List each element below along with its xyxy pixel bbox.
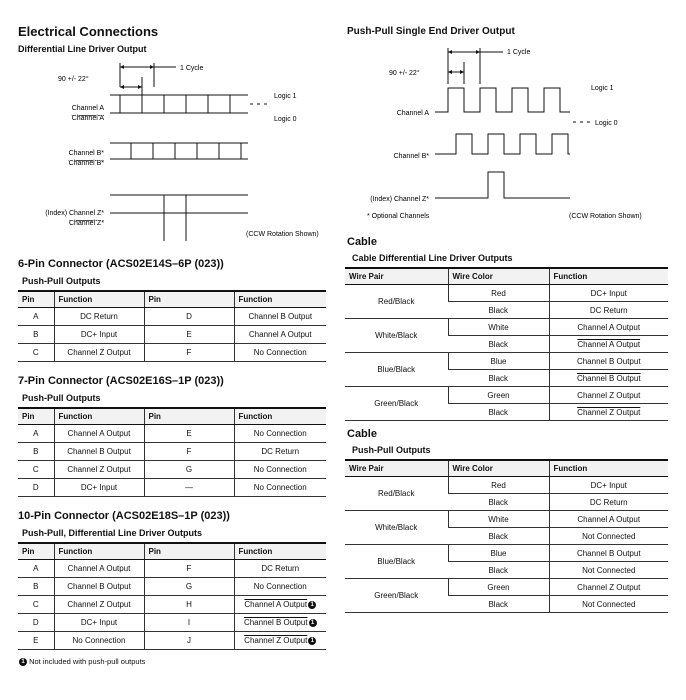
col-header: Function: [234, 408, 326, 425]
pin-cell: B: [18, 578, 54, 596]
table-row: [18, 596, 326, 614]
pin-cell: D: [18, 614, 54, 632]
wire-color-cell: Black: [448, 528, 549, 545]
col-header: Wire Pair: [345, 460, 448, 477]
function-cell: Not Connected: [549, 528, 668, 545]
channel-a-label: Channel A: [71, 105, 104, 112]
cycle-label: 1 Cycle: [507, 49, 531, 56]
table-row: [345, 387, 668, 404]
function-cell: Channel Z Output: [549, 579, 668, 596]
phase-label: 90 +/- 22°: [58, 76, 89, 83]
pin-cell: E: [144, 326, 234, 344]
channel-z-bar-label: Channel Z*: [68, 220, 104, 227]
wire-pair-cell: Green/Black: [345, 579, 448, 613]
function-cell: DC+ Input: [54, 326, 144, 344]
function-cell: DC+ Input: [549, 285, 668, 302]
wire-color-cell: Black: [448, 494, 549, 511]
col-header: Function: [54, 408, 144, 425]
wire-color-cell: Blue: [448, 545, 549, 562]
wire-color-cell: Red: [448, 477, 549, 494]
diff-driver-title: Differential Line Driver Output: [18, 44, 147, 54]
pin-cell: A: [18, 560, 54, 578]
function-cell: No Connection: [234, 461, 326, 479]
pin-cell: C: [18, 461, 54, 479]
channel-a-bar-label: Channel A: [71, 115, 104, 122]
pin-cell: C: [18, 344, 54, 362]
pin-cell: G: [144, 461, 234, 479]
function-cell-noted: [234, 614, 326, 632]
pin-cell: D: [18, 479, 54, 497]
push-pull-waveform-diagram: [345, 38, 670, 223]
logic1-label: Logic 1: [591, 85, 614, 92]
wire-pair-cell: Blue/Black: [345, 545, 448, 579]
function-cell: Channel B Output: [549, 353, 668, 370]
pin-cell: —: [144, 479, 234, 497]
wire-pair-cell: White/Black: [345, 319, 448, 353]
col-header: Function: [234, 291, 326, 308]
wire-color-cell: Black: [448, 302, 549, 319]
function-cell: DC Return: [549, 302, 668, 319]
wire-pair-cell: Green/Black: [345, 387, 448, 421]
wire-color-cell: Black: [448, 404, 549, 421]
table-row: [18, 578, 326, 596]
cable-title: Cable: [347, 236, 377, 248]
col-header: Function: [54, 543, 144, 560]
ten-pin-table: [18, 542, 326, 650]
ten-pin-subtitle: Push-Pull, Differential Line Driver Outputs: [22, 528, 203, 538]
pin-cell: I: [144, 614, 234, 632]
table-header-row: [18, 543, 326, 560]
ten-pin-title: 10-Pin Connector (ACS02E18S–1P (023)): [18, 510, 230, 522]
function-cell: Channel B Output: [54, 443, 144, 461]
six-pin-table: [18, 290, 326, 362]
function-cell-bar: [549, 404, 668, 421]
rotation-label: (CCW Rotation Shown): [569, 213, 642, 220]
function-cell: DC Return: [234, 560, 326, 578]
wire-color-cell: Blue: [448, 353, 549, 370]
pin-cell: G: [144, 578, 234, 596]
note-marker-icon: 1: [308, 601, 316, 609]
function-cell: No Connection: [234, 425, 326, 443]
wire-pair-cell: Red/Black: [345, 477, 448, 511]
function-cell: DC Return: [54, 308, 144, 326]
footnote: [18, 657, 145, 666]
table-row: [18, 443, 326, 461]
pin-cell: F: [144, 560, 234, 578]
col-header: Pin: [18, 543, 54, 560]
table-row: [18, 632, 326, 650]
function-text: Channel Z Output: [577, 407, 641, 417]
pin-cell: B: [18, 443, 54, 461]
pin-cell: B: [18, 326, 54, 344]
function-cell: DC+ Input: [54, 479, 144, 497]
table-header-row: [18, 408, 326, 425]
optional-channels-label: * Optional Channels: [367, 213, 430, 220]
function-text: Channel B Output: [243, 618, 308, 627]
function-cell: Not Connected: [549, 562, 668, 579]
pin-cell: E: [144, 425, 234, 443]
function-text: Channel A Output: [577, 339, 641, 349]
function-cell: No Connection: [234, 578, 326, 596]
function-cell: DC+ Input: [549, 477, 668, 494]
function-cell: DC Return: [234, 443, 326, 461]
channel-b-label: Channel B*: [393, 153, 429, 160]
wire-color-cell: Green: [448, 579, 549, 596]
col-header: Pin: [18, 408, 54, 425]
table-header-row: [345, 268, 668, 285]
function-cell-bar: [549, 370, 668, 387]
channel-a-label: Channel A: [396, 110, 429, 117]
wire-color-cell: Black: [448, 336, 549, 353]
function-cell: DC+ Input: [54, 614, 144, 632]
function-cell: No Connection: [234, 344, 326, 362]
cable-push-pull-table: [345, 459, 668, 613]
logic0-label: Logic 0: [274, 116, 297, 123]
channel-b-label: Channel B*: [68, 150, 104, 157]
wire-color-cell: Green: [448, 387, 549, 404]
pin-cell: D: [144, 308, 234, 326]
pin-cell: F: [144, 443, 234, 461]
table-row: [18, 308, 326, 326]
cable-diff-table: [345, 267, 668, 421]
function-cell-noted: [234, 632, 326, 650]
col-header: Wire Color: [448, 460, 549, 477]
function-cell: Channel Z Output: [54, 344, 144, 362]
table-row: [18, 461, 326, 479]
table-row: [345, 579, 668, 596]
rotation-label: (CCW Rotation Shown): [246, 231, 319, 238]
seven-pin-table: [18, 407, 326, 497]
wire-color-cell: White: [448, 511, 549, 528]
function-text: Channel A Output: [244, 600, 308, 609]
table-row: [18, 479, 326, 497]
channel-b-bar-label: Channel B*: [68, 160, 104, 167]
logic0-label: Logic 0: [595, 120, 618, 127]
diff-waveform-diagram: [18, 55, 338, 250]
push-pull-title: Push-Pull Single End Driver Output: [347, 26, 515, 37]
channel-z-label: (Index) Channel Z*: [45, 210, 104, 217]
seven-pin-subtitle: Push-Pull Outputs: [22, 393, 101, 403]
phase-label: 90 +/- 22°: [389, 70, 420, 77]
wire-pair-cell: White/Black: [345, 511, 448, 545]
table-row: [345, 285, 668, 302]
pin-cell: C: [18, 596, 54, 614]
function-cell-noted: [234, 596, 326, 614]
note-marker-icon: 1: [19, 658, 27, 666]
function-cell: No Connection: [234, 479, 326, 497]
table-row: [345, 319, 668, 336]
wire-pair-cell: Red/Black: [345, 285, 448, 319]
cycle-label: 1 Cycle: [180, 65, 204, 72]
cable-title: Cable: [347, 428, 377, 440]
pin-cell: H: [144, 596, 234, 614]
table-header-row: [345, 460, 668, 477]
function-cell: Channel Z Output: [549, 387, 668, 404]
col-header: Pin: [144, 291, 234, 308]
function-cell: No Connection: [54, 632, 144, 650]
col-header: Pin: [18, 291, 54, 308]
logic1-label: Logic 1: [274, 93, 297, 100]
wire-color-cell: Black: [448, 562, 549, 579]
table-row: [18, 344, 326, 362]
channel-z-label: (Index) Channel Z*: [370, 196, 429, 203]
function-cell-bar: [549, 336, 668, 353]
function-cell: DC Return: [549, 494, 668, 511]
col-header: Pin: [144, 543, 234, 560]
table-row: [345, 477, 668, 494]
seven-pin-title: 7-Pin Connector (ACS02E16S–1P (023)): [18, 375, 224, 387]
wire-color-cell: Black: [448, 596, 549, 613]
col-header: Pin: [144, 408, 234, 425]
function-cell: Channel A Output: [54, 560, 144, 578]
wire-color-cell: White: [448, 319, 549, 336]
table-row: [345, 511, 668, 528]
function-cell: Channel A Output: [549, 511, 668, 528]
table-row: [18, 326, 326, 344]
table-row: [18, 560, 326, 578]
function-cell: Channel A Output: [54, 425, 144, 443]
pin-cell: F: [144, 344, 234, 362]
footnote-text: Not included with push-pull outputs: [29, 657, 146, 666]
function-cell: Not Connected: [549, 596, 668, 613]
table-row: [345, 353, 668, 370]
note-marker-icon: 1: [309, 619, 317, 627]
pin-cell: A: [18, 425, 54, 443]
table-row: [18, 425, 326, 443]
function-cell: Channel B Output: [549, 545, 668, 562]
six-pin-title: 6-Pin Connector (ACS02E14S–6P (023)): [18, 258, 224, 270]
table-header-row: [18, 291, 326, 308]
function-cell: Channel A Output: [549, 319, 668, 336]
col-header: Function: [54, 291, 144, 308]
note-marker-icon: 1: [308, 637, 316, 645]
cable-subtitle: Cable Differential Line Driver Outputs: [352, 253, 513, 263]
wire-pair-cell: Blue/Black: [345, 353, 448, 387]
function-cell: Channel A Output: [234, 326, 326, 344]
pin-cell: E: [18, 632, 54, 650]
pin-cell: J: [144, 632, 234, 650]
wire-color-cell: Black: [448, 370, 549, 387]
table-row: [345, 545, 668, 562]
function-text: Channel Z Output: [244, 636, 308, 645]
cable-subtitle: Push-Pull Outputs: [352, 445, 431, 455]
table-row: [18, 614, 326, 632]
wire-color-cell: Red: [448, 285, 549, 302]
function-text: Channel B Output: [576, 373, 641, 383]
function-cell: Channel B Output: [234, 308, 326, 326]
col-header: Function: [549, 268, 668, 285]
col-header: Wire Pair: [345, 268, 448, 285]
pin-cell: A: [18, 308, 54, 326]
function-cell: Channel Z Output: [54, 596, 144, 614]
section-title: Electrical Connections: [18, 24, 159, 39]
col-header: Function: [549, 460, 668, 477]
function-cell: Channel Z Output: [54, 461, 144, 479]
col-header: Function: [234, 543, 326, 560]
function-cell: Channel B Output: [54, 578, 144, 596]
col-header: Wire Color: [448, 268, 549, 285]
six-pin-subtitle: Push-Pull Outputs: [22, 276, 101, 286]
